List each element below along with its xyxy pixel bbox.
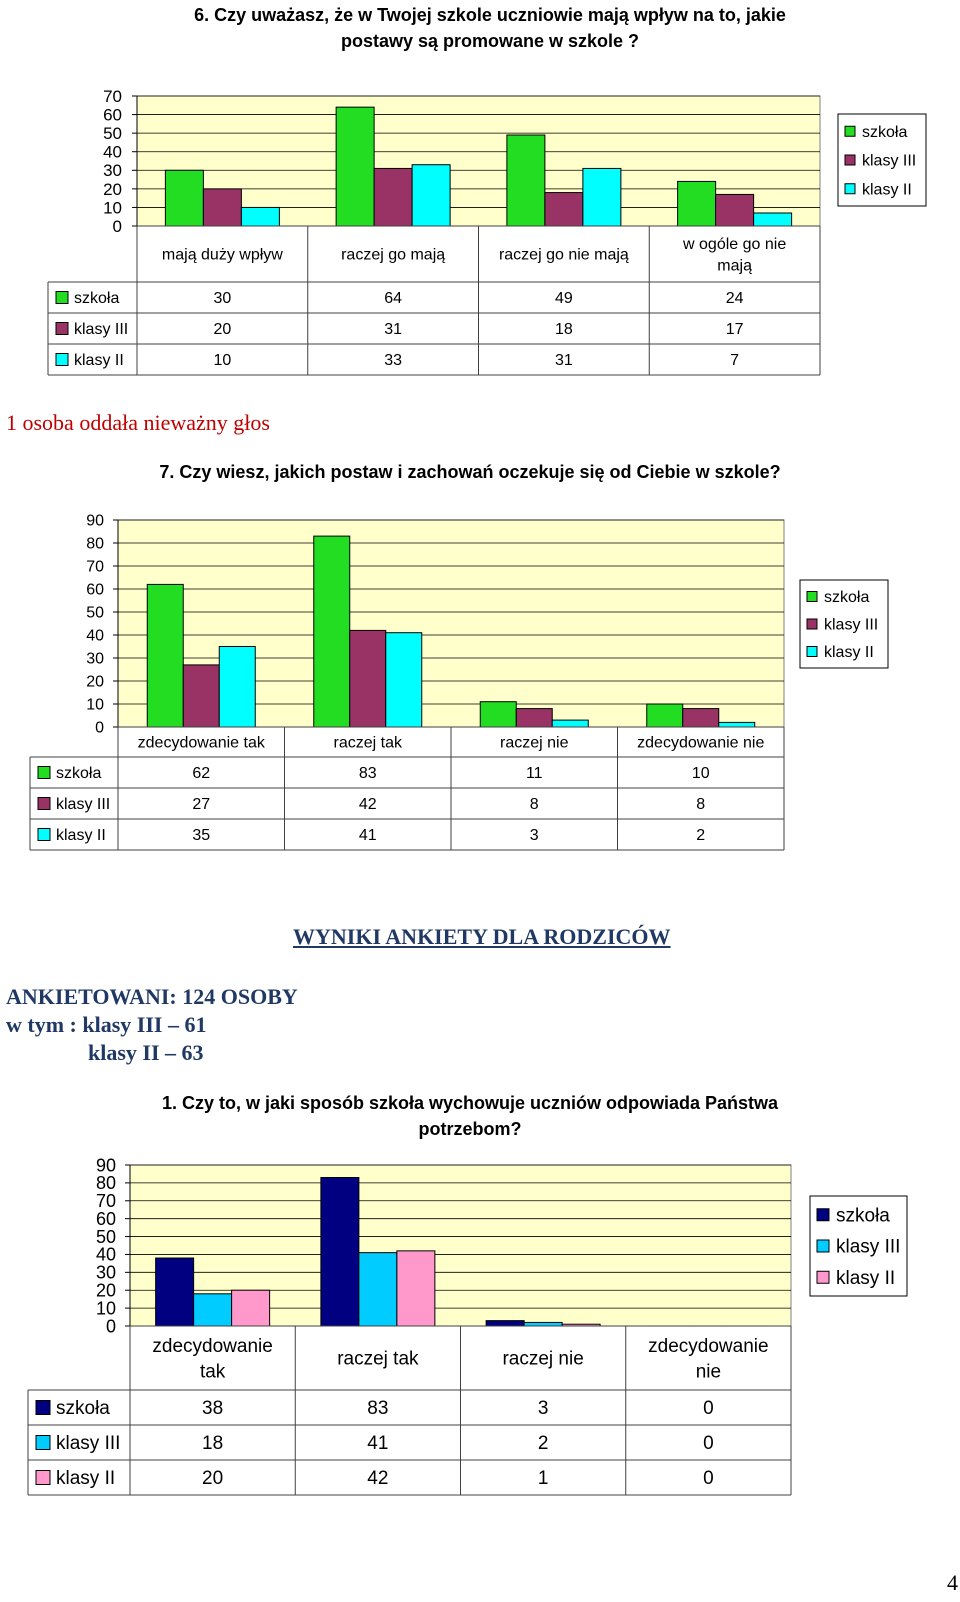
table-value: 38	[202, 1398, 224, 1420]
y-tick-label: 60	[86, 581, 104, 599]
table-value: 20	[213, 321, 232, 339]
category-label: nie	[695, 1361, 722, 1383]
table-series-name: klasy II	[74, 352, 124, 370]
y-tick-label: 0	[105, 1316, 116, 1337]
table-series-name: szkoła	[56, 1398, 110, 1420]
q6-title-line1: 6. Czy uważasz, że w Twojej szkole uczniowie mają wpływ na to, jakie	[194, 5, 786, 25]
table-value: 27	[192, 796, 211, 814]
y-tick-label: 50	[95, 1226, 116, 1247]
table-value: 2	[537, 1433, 549, 1455]
table-series-name: klasy III	[74, 321, 129, 339]
category-label: zdecydowanie nie	[637, 734, 765, 752]
legend-swatch	[817, 1240, 829, 1252]
y-tick-label: 50	[103, 124, 122, 144]
table-value: 10	[691, 765, 710, 783]
legend-label: klasy II	[862, 181, 912, 199]
y-tick-label: 40	[95, 1244, 116, 1265]
bar	[524, 1322, 562, 1326]
table-value: 8	[696, 796, 706, 814]
table-value: 24	[725, 290, 744, 308]
y-tick-label: 90	[86, 512, 104, 530]
y-tick-label: 20	[86, 673, 104, 691]
table-value: 49	[554, 290, 573, 308]
category-label: raczej tak	[333, 734, 402, 752]
table-series-name: klasy II	[56, 827, 106, 845]
y-tick-label: 0	[95, 719, 104, 737]
invalid-vote-note: 1 osoba oddała nieważny głos	[6, 410, 270, 435]
table-value: 83	[358, 765, 377, 783]
table-value: 1	[537, 1468, 549, 1490]
y-tick-label: 10	[95, 1298, 116, 1319]
respondents-line2: w tym : klasy III – 61	[6, 1012, 207, 1037]
table-value: 41	[358, 827, 377, 845]
legend-swatch	[817, 1271, 829, 1283]
table-series-name: szkoła	[74, 290, 120, 308]
table-series-key	[36, 1436, 50, 1450]
bar	[321, 1178, 359, 1326]
table-value: 0	[703, 1468, 714, 1490]
table-value: 20	[202, 1468, 224, 1490]
bar	[486, 1321, 524, 1326]
y-tick-label: 80	[86, 535, 104, 553]
category-label: tak	[199, 1361, 226, 1383]
table-value: 31	[384, 321, 403, 339]
y-tick-label: 70	[95, 1191, 116, 1212]
table-value: 62	[192, 765, 211, 783]
y-tick-label: 0	[112, 216, 122, 236]
respondents-line3: klasy II – 63	[88, 1040, 204, 1065]
table-value: 42	[358, 796, 377, 814]
table-value: 33	[384, 352, 403, 370]
table-value: 17	[725, 321, 744, 339]
table-value: 30	[213, 290, 232, 308]
q7-title: 7. Czy wiesz, jakich postaw i zachowań oczekuje się od Ciebie w szkole?	[159, 462, 781, 482]
table-value: 42	[367, 1468, 389, 1490]
parents-q1-title-line2: potrzebom?	[418, 1119, 522, 1139]
y-tick-label: 40	[86, 627, 104, 645]
y-tick-label: 10	[86, 696, 104, 714]
respondents-line1: ANKIETOWANI: 124 OSOBY	[6, 984, 298, 1009]
section-heading: WYNIKI ANKIETY DLA RODZICÓW	[293, 924, 671, 949]
table-series-key	[36, 1401, 50, 1415]
category-label: zdecydowanie	[648, 1335, 769, 1357]
table-value: 83	[367, 1398, 389, 1420]
y-tick-label: 70	[103, 86, 122, 106]
legend-label: szkoła	[824, 589, 870, 607]
table-value: 3	[537, 1398, 549, 1420]
category-label: raczej go nie mają	[498, 246, 629, 264]
legend-label: klasy III	[862, 152, 917, 170]
bar	[232, 1290, 270, 1326]
y-tick-label: 40	[103, 142, 122, 162]
table-value: 35	[192, 827, 211, 845]
category-label: mają duży wpływ	[161, 246, 283, 264]
bar	[194, 1294, 232, 1326]
legend-label: szkoła	[862, 123, 908, 141]
y-tick-label: 30	[95, 1262, 116, 1283]
y-tick-label: 80	[95, 1173, 116, 1194]
category-label: w ogóle go nie	[683, 235, 787, 253]
category-label: raczej tak	[337, 1348, 419, 1370]
table-value: 0	[703, 1398, 714, 1420]
table-value: 18	[554, 321, 573, 339]
table-value: 2	[696, 827, 706, 845]
bar	[156, 1258, 194, 1326]
y-tick-label: 50	[86, 604, 104, 622]
legend-label: klasy II	[836, 1267, 896, 1289]
y-tick-label: 30	[86, 650, 104, 668]
table-value: 0	[703, 1433, 714, 1455]
table-value: 3	[529, 827, 539, 845]
table-series-name: klasy III	[56, 1433, 121, 1455]
y-tick-label: 30	[103, 161, 122, 181]
table-value: 31	[554, 352, 573, 370]
legend-label: klasy III	[836, 1236, 901, 1258]
table-value: 18	[202, 1433, 224, 1455]
y-tick-label: 70	[86, 558, 104, 576]
table-value: 64	[384, 290, 403, 308]
table-series-key	[36, 1471, 50, 1485]
table-value: 41	[367, 1433, 389, 1455]
parents-q1-title-line1: 1. Czy to, w jaki sposób szkoła wychowuje uczniów odpowiada Państwa	[161, 1093, 779, 1113]
category-label: mają	[717, 257, 752, 275]
legend-label: szkoła	[836, 1205, 890, 1227]
category-label: zdecydowanie tak	[137, 734, 265, 752]
y-tick-label: 60	[103, 105, 122, 125]
legend-swatch	[817, 1209, 829, 1221]
category-label: raczej nie	[500, 734, 569, 752]
bar	[397, 1251, 435, 1326]
table-value: 11	[525, 765, 543, 783]
table-value: 7	[730, 352, 740, 370]
table-series-name: klasy III	[56, 796, 111, 814]
y-tick-label: 20	[95, 1280, 116, 1301]
table-series-name: szkoła	[56, 765, 102, 783]
table-value: 10	[213, 352, 232, 370]
y-tick-label: 20	[103, 179, 122, 199]
y-tick-label: 10	[103, 198, 122, 218]
q6-title-line2: postawy są promowane w szkole ?	[340, 31, 640, 51]
page-number: 4	[947, 1570, 958, 1595]
legend-label: klasy III	[824, 616, 879, 634]
table-series-name: klasy II	[56, 1468, 116, 1490]
y-tick-label: 90	[95, 1155, 116, 1176]
category-label: raczej nie	[502, 1348, 584, 1370]
category-label: raczej go mają	[341, 246, 446, 264]
table-value: 8	[529, 796, 539, 814]
legend-label: klasy II	[824, 644, 874, 662]
bar	[359, 1253, 397, 1326]
category-label: zdecydowanie	[152, 1335, 273, 1357]
y-tick-label: 60	[95, 1208, 116, 1229]
